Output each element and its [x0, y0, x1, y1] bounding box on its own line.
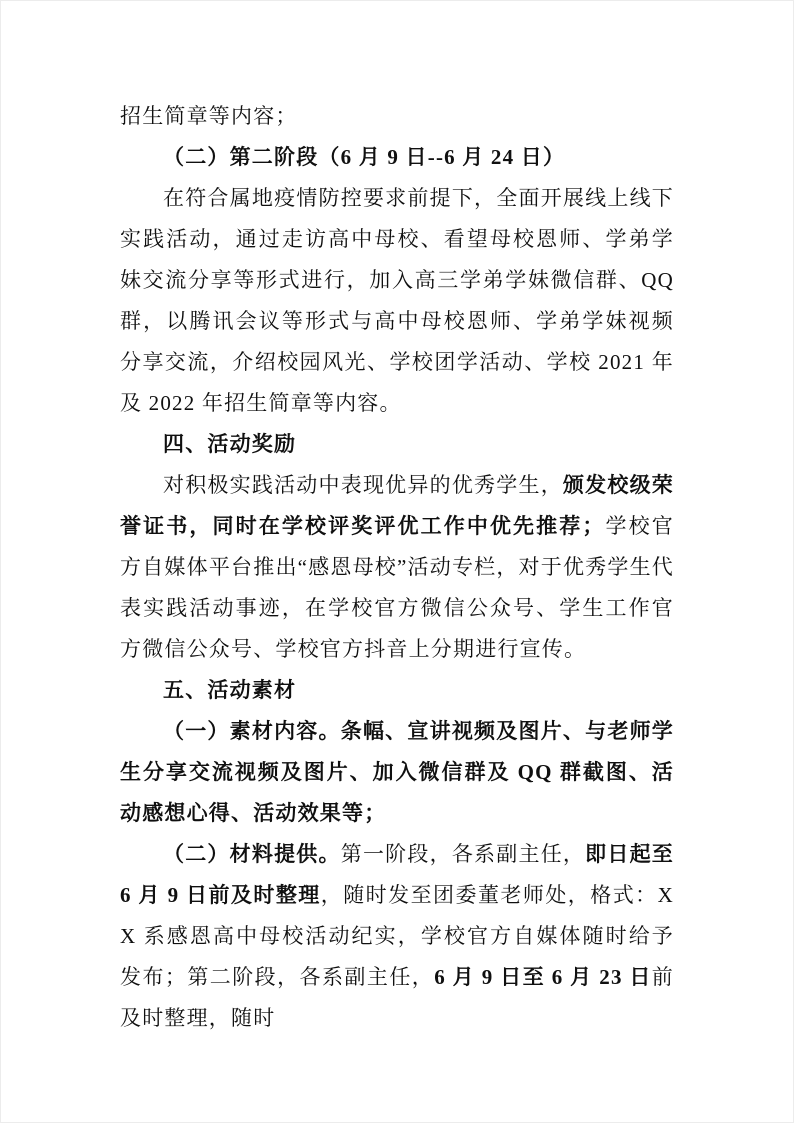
text-run: 学校官方自媒体平台推出“感恩母校”活动专栏，对于优秀学生代表实践活动事迹，在学校官方微信公众号、学生工作官方微信公众号、学校官方抖音上分期进行宣传。	[120, 514, 674, 661]
paragraph	[120, 834, 674, 1039]
text-run: 对积极实践活动中表现优异的优秀学生，	[163, 473, 563, 497]
text-run: （二）材料提供。	[163, 842, 341, 866]
text-run: 颁发校级荣誉证书，同时在学校评奖评优工作中优先推荐；	[120, 473, 674, 538]
section-heading	[120, 424, 674, 465]
text-run: 在符合属地疫情防控要求前提下，全面开展线上线下实践活动，通过走访高中母校、看望母校恩师、学弟学妹交流分享等形式进行，加入高三学弟学妹微信群、QQ 群，以腾讯会议等形式与高中母校恩师、学弟学妹视频分享交流，介绍校园风光、学校团学活动、学校 2021 年及 2022 年招生简章等内容。	[120, 186, 674, 415]
document-body	[120, 96, 674, 1039]
paragraph	[120, 178, 674, 424]
paragraph	[120, 465, 674, 670]
paragraph	[120, 96, 674, 137]
paragraph	[120, 711, 674, 834]
text-run: ，随时发至团委董老师处，格式：XX 系感恩高中母校活动纪实，学校官方自媒体随时给予发布；第二阶段，各系副主任，	[120, 883, 674, 989]
text-run: （一）素材内容。条幅、宣讲视频及图片、与老师学生分享交流视频及图片、加入微信群及 QQ 群截图、活动感想心得、活动效果等；	[120, 719, 674, 825]
text-run: 招生简章等内容；	[120, 104, 298, 128]
text-run: 五、活动素材	[163, 679, 297, 702]
text-run: 四、活动奖励	[163, 433, 297, 456]
text-run: 前及时整理，随时	[120, 965, 674, 1030]
text-run: 第一阶段，各系副主任，	[340, 842, 586, 866]
text-run: （二）第二阶段（6 月 9 日--6 月 24 日）	[163, 145, 566, 169]
sub-heading	[120, 137, 674, 178]
section-heading	[120, 670, 674, 711]
text-run: 即日起至 6 月 9 日前及时整理	[120, 842, 674, 907]
text-run: 6 月 9 日至 6 月 23 日	[434, 965, 652, 989]
